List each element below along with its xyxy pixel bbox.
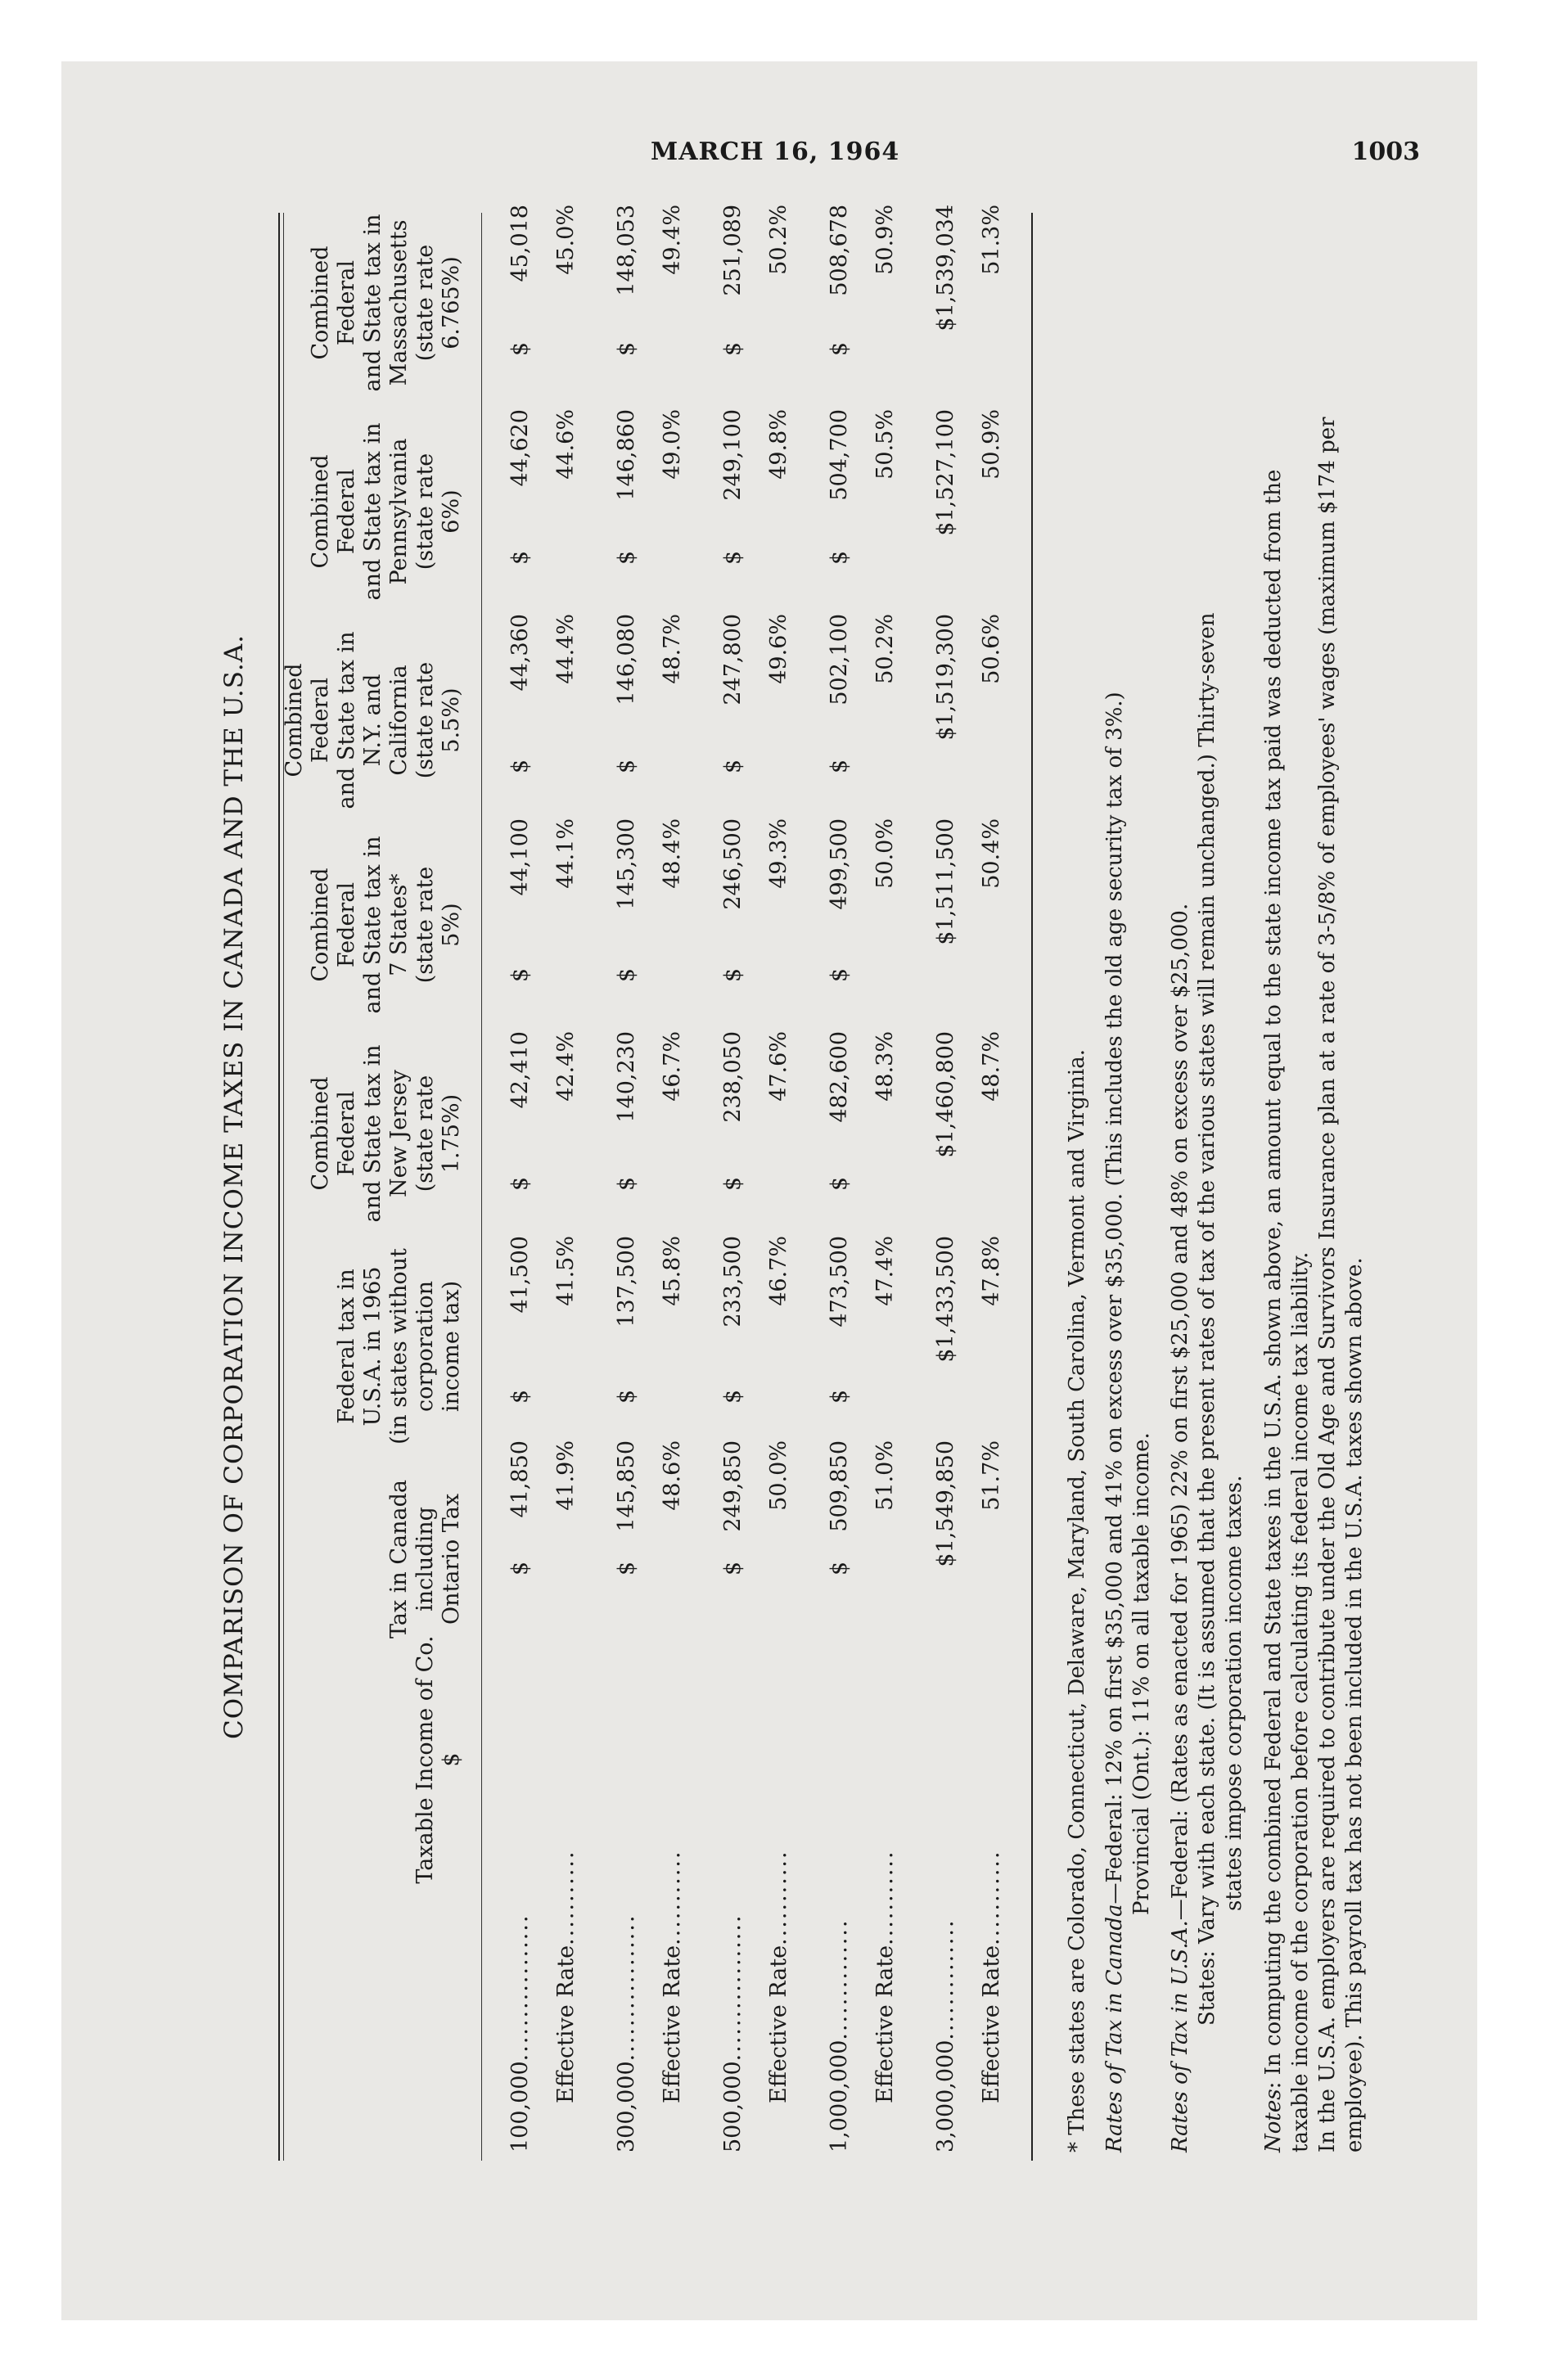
column-header-line: (state rate: [412, 244, 438, 362]
tax-value: 137,500: [614, 1236, 639, 1327]
tax-value: 249,850: [720, 1440, 746, 1532]
currency-symbol: $: [614, 550, 639, 565]
column-header-line: Massachusetts: [386, 219, 412, 386]
income-label: [507, 1913, 533, 2152]
effective-rate-value: 51.0%: [872, 1440, 898, 1511]
effective-rate-value: 45.8%: [660, 1236, 685, 1306]
leader-dots: .................: [720, 1913, 746, 2062]
income-label: [827, 1918, 852, 2152]
column-header-line: (state rate: [412, 1075, 438, 1192]
tax-value: $1,433,500: [933, 1236, 958, 1363]
effective-rate-value: 42.4%: [553, 1031, 579, 1102]
currency-symbol: $: [720, 967, 746, 982]
tax-value: 145,850: [614, 1440, 639, 1532]
leader-dots: .................: [507, 1913, 533, 2062]
footnote-states: * These states are Colorado, Connecticut, Delaware, Maryland, South Carolina, Vermont and Virginia.: [1065, 1048, 1089, 2152]
tax-value: 499,500: [827, 818, 852, 910]
tax-value: 482,600: [827, 1031, 852, 1123]
tax-value: 148,053: [614, 205, 639, 296]
column-header-line: and State tax in: [360, 1044, 385, 1223]
effective-rate-value: 45.0%: [553, 205, 579, 275]
effective-rate-value: 50.5%: [872, 409, 898, 480]
effective-rate-value: 50.2%: [766, 205, 791, 275]
currency-symbol: $: [614, 967, 639, 982]
column-header-line: Pennsylvania: [386, 438, 412, 585]
tax-value: 249,100: [720, 409, 746, 501]
column-header-line: Combined: [282, 663, 307, 778]
tax-value: 146,860: [614, 409, 639, 501]
leader-dots: ...........: [872, 1850, 898, 1945]
bottom-rule: [1031, 213, 1033, 2161]
effective-rate-value: 50.9%: [979, 409, 1004, 480]
notes-label: Notes: [1261, 2089, 1286, 2152]
effective-rate-value: 49.3%: [766, 818, 791, 889]
page-header: [602, 137, 1428, 170]
currency-symbol: $: [827, 1176, 852, 1191]
notes-paragraph: [1260, 470, 1287, 2152]
tax-value: 44,620: [507, 409, 533, 487]
currency-symbol: $: [720, 1176, 746, 1191]
currency-symbol: $: [720, 759, 746, 773]
page-date: MARCH 16, 1964: [651, 137, 900, 166]
currency-symbol: $: [720, 550, 746, 565]
leader-dots: ...........: [553, 1850, 579, 1945]
usa-states-rates: States: Vary with each state. (It is assumed that the present rates of tax of the various states will remain unchanged.) Thirty-seven: [1195, 612, 1219, 2026]
column-header-line: and State tax in: [334, 631, 359, 809]
effective-rate-value: 47.6%: [766, 1031, 791, 1102]
column-header-line: Ontario Tax: [439, 1493, 464, 1625]
tax-value: 502,100: [827, 614, 852, 705]
effective-rate-value: 50.6%: [979, 614, 1004, 684]
table-row: [827, 205, 859, 2161]
effective-rate-value: 41.9%: [553, 1440, 579, 1511]
tax-value: 238,050: [720, 1031, 746, 1123]
effective-rate-row: [979, 205, 1012, 2161]
effective-rate-text: Effective Rate: [766, 1945, 791, 2103]
column-header-line: income tax): [439, 1280, 464, 1413]
effective-rate-label: [979, 1850, 1004, 2103]
effective-rate-value: 48.7%: [660, 614, 685, 684]
tax-value: 233,500: [720, 1236, 746, 1327]
leader-dots: ...........: [979, 1850, 1004, 1945]
effective-rate-row: [766, 205, 799, 2161]
income-label: [720, 1913, 746, 2152]
effective-rate-label: [872, 1850, 898, 2103]
header-rule: [481, 213, 482, 2161]
tax-value: $1,549,850: [933, 1440, 958, 1567]
column-header-line: Combined: [308, 1076, 333, 1191]
currency-symbol: $: [507, 1561, 533, 1575]
income-value: 500,000: [720, 2061, 746, 2152]
column-header-line: Federal: [334, 468, 359, 555]
tax-value: 504,700: [827, 409, 852, 501]
income-label: [933, 1918, 958, 2152]
column-header-line: Federal: [334, 1090, 359, 1177]
effective-rate-label: [766, 1850, 791, 2103]
effective-rate-text: Effective Rate: [979, 1945, 1004, 2103]
tax-value: 41,500: [507, 1236, 533, 1314]
income-value: 3,000,000: [933, 2040, 958, 2152]
effective-rate-value: 46.7%: [660, 1031, 685, 1102]
effective-rate-value: 48.6%: [660, 1440, 685, 1511]
column-header-line: corporation: [412, 1281, 438, 1412]
effective-rate-value: 51.7%: [979, 1440, 1004, 1511]
usa-states-rates-cont: states impose corporation income taxes.: [1222, 1475, 1246, 1911]
tax-value: 42,410: [507, 1031, 533, 1109]
page-number: 1003: [1351, 137, 1420, 166]
column-header-line: and State tax in: [360, 214, 385, 392]
leader-dots: ...........: [766, 1850, 791, 1945]
income-value: 300,000: [614, 2061, 639, 2152]
tax-value: 473,500: [827, 1236, 852, 1327]
leader-dots: .................: [614, 1913, 639, 2062]
effective-rate-value: 49.0%: [660, 409, 685, 480]
column-header-line: Federal tax in: [334, 1269, 359, 1424]
usa-rates-label: Rates of Tax in U.S.A.: [1168, 1920, 1192, 2152]
column-header-line: (state rate: [412, 453, 438, 570]
column-header-line: California: [386, 665, 412, 776]
currency-symbol: $: [507, 1389, 533, 1404]
currency-symbol: $: [827, 550, 852, 565]
column-header-line: N.Y. and: [360, 674, 385, 767]
effective-rate-value: 49.6%: [766, 614, 791, 684]
effective-rate-value: 49.4%: [660, 205, 685, 275]
column-header-line: Federal: [334, 881, 359, 968]
column-header-line: 6%): [439, 489, 464, 534]
effective-rate-label: [553, 1850, 579, 2103]
effective-rate-text: Effective Rate: [553, 1945, 579, 2103]
currency-symbol: $: [720, 1561, 746, 1575]
table-row: [933, 205, 966, 2161]
notes-text-4: employee). This payroll tax has not been included in the U.S.A. taxes shown above.: [1342, 1257, 1367, 2152]
column-header-line: Tax in Canada: [386, 1479, 412, 1639]
rotated-table-content: [205, 205, 1449, 2161]
effective-rate-value: 50.0%: [872, 818, 898, 889]
column-header-line: Federal: [334, 259, 359, 346]
effective-rate-value: 47.4%: [872, 1236, 898, 1306]
currency-symbol: $: [827, 759, 852, 773]
income-label: [614, 1913, 639, 2152]
effective-rate-value: 48.4%: [660, 818, 685, 889]
leader-dots: ..............: [933, 1918, 958, 2040]
column-header-line: Combined: [308, 246, 333, 360]
tax-value: $1,519,300: [933, 614, 958, 741]
tax-value: 508,678: [827, 205, 852, 296]
column-header-line: 5%): [439, 903, 464, 947]
effective-rate-value: 44.4%: [553, 614, 579, 684]
table-row: [507, 205, 540, 2161]
column-header-line: (state rate: [412, 866, 438, 984]
currency-symbol: $: [614, 759, 639, 773]
effective-rate-value: 51.3%: [979, 205, 1004, 275]
column-header-line: 7 States*: [386, 873, 412, 976]
effective-rate-value: 44.1%: [553, 818, 579, 889]
currency-symbol: $: [507, 550, 533, 565]
tax-value: 140,230: [614, 1031, 639, 1123]
canada-federal-rates: [1102, 692, 1129, 2152]
effective-rate-text: Effective Rate: [660, 1945, 685, 2103]
effective-rate-row: [553, 205, 586, 2161]
income-value: 1,000,000: [827, 2040, 852, 2152]
effective-rate-value: 47.8%: [979, 1236, 1004, 1306]
canada-rates-label: Rates of Tax in Canada: [1102, 1904, 1127, 2152]
effective-rate-value: 48.7%: [979, 1031, 1004, 1102]
table-title: COMPARISON OF CORPORATION INCOME TAXES IN CANADA AND THE U.S.A.: [219, 634, 249, 1739]
currency-symbol: $: [720, 341, 746, 356]
tax-value: $1,527,100: [933, 409, 958, 536]
notes-text-3: In the U.S.A. employers are required to contribute under the Old Age and Survivors Insurance plan at a rate of 3-5/8% of employees' wages (maximum $174 per: [1315, 417, 1340, 2152]
effective-rate-row: [872, 205, 905, 2161]
column-header-line: Taxable Income of Co.: [412, 1635, 438, 1884]
tax-value: $1,511,500: [933, 818, 958, 945]
column-header-line: and State tax in: [360, 422, 385, 601]
top-rule-thin: [283, 213, 284, 2161]
effective-rate-text: Effective Rate: [872, 1945, 898, 2103]
currency-symbol: $: [507, 759, 533, 773]
table-row: [614, 205, 647, 2161]
tax-value: 146,080: [614, 614, 639, 705]
effective-rate-value: 50.4%: [979, 818, 1004, 889]
column-header-line: U.S.A. in 1965: [360, 1266, 385, 1427]
column-header-line: (in states without: [386, 1248, 412, 1445]
column-header-line: $: [439, 1752, 464, 1767]
leader-dots: ...........: [660, 1850, 685, 1945]
column-header-line: including: [412, 1507, 438, 1611]
effective-rate-row: [660, 205, 692, 2161]
currency-symbol: $: [614, 1176, 639, 1191]
column-header-line: (state rate: [412, 661, 438, 779]
table-row: [720, 205, 753, 2161]
column-header-line: New Jersey: [386, 1069, 412, 1198]
tax-value: 44,360: [507, 614, 533, 692]
currency-symbol: $: [507, 341, 533, 356]
tax-value: 41,850: [507, 1440, 533, 1518]
column-header-line: Combined: [308, 868, 333, 982]
effective-rate-value: 46.7%: [766, 1236, 791, 1306]
usa-federal-text: —Federal: (Rates as enacted for 1965) 22% on first $25,000 and 48% on excess over $25,000.: [1168, 903, 1192, 1921]
column-header-line: 5.5%): [439, 687, 464, 753]
column-header-7: [308, 172, 465, 434]
currency-symbol: $: [507, 967, 533, 982]
tax-value: 145,300: [614, 818, 639, 910]
column-header-line: 6.765%): [439, 256, 464, 349]
currency-symbol: $: [827, 967, 852, 982]
currency-symbol: $: [827, 1561, 852, 1575]
tax-value: 247,800: [720, 614, 746, 705]
effective-rate-label: [660, 1850, 685, 2103]
currency-symbol: $: [614, 1389, 639, 1404]
notes-text-2: taxable income of the corporation before calculating its federal income tax liability.: [1288, 1251, 1313, 2152]
top-rule: [278, 213, 280, 2161]
tax-value: 44,100: [507, 818, 533, 896]
currency-symbol: $: [614, 341, 639, 356]
tax-value: 251,089: [720, 205, 746, 296]
column-header-line: Federal: [308, 677, 333, 764]
tax-value: $1,460,800: [933, 1031, 958, 1158]
column-header-line: and State tax in: [360, 836, 385, 1014]
effective-rate-value: 50.0%: [766, 1440, 791, 1511]
canada-provincial-rates: Provincial (Ont.): 11% on all taxable income.: [1129, 1432, 1154, 1915]
notes-text-1: : In computing the combined Federal and State taxes in the U.S.A. shown above, an amount equal to the state income tax paid was deducted from the: [1261, 469, 1286, 2089]
income-value: 100,000: [507, 2061, 533, 2152]
currency-symbol: $: [827, 1389, 852, 1404]
tax-value: 45,018: [507, 205, 533, 282]
effective-rate-value: 41.5%: [553, 1236, 579, 1306]
currency-symbol: $: [507, 1176, 533, 1191]
currency-symbol: $: [827, 341, 852, 356]
effective-rate-value: 50.2%: [872, 614, 898, 684]
effective-rate-value: 44.6%: [553, 409, 579, 480]
tax-value: 509,850: [827, 1440, 852, 1532]
currency-symbol: $: [720, 1389, 746, 1404]
column-header-line: 1.75%): [439, 1093, 464, 1174]
tax-value: $1,539,034: [933, 205, 958, 331]
effective-rate-value: 50.9%: [872, 205, 898, 275]
column-header-line: Combined: [308, 454, 333, 569]
usa-federal-rates: [1167, 904, 1194, 2152]
effective-rate-value: 48.3%: [872, 1031, 898, 1102]
canada-federal-text: —Federal: 12% on first $35,000 and 41% on excess over $35,000. (This includes the old age security tax of 3%.): [1102, 692, 1127, 1904]
effective-rate-value: 49.8%: [766, 409, 791, 480]
leader-dots: ..............: [827, 1918, 852, 2040]
tax-value: 246,500: [720, 818, 746, 910]
currency-symbol: $: [614, 1561, 639, 1575]
